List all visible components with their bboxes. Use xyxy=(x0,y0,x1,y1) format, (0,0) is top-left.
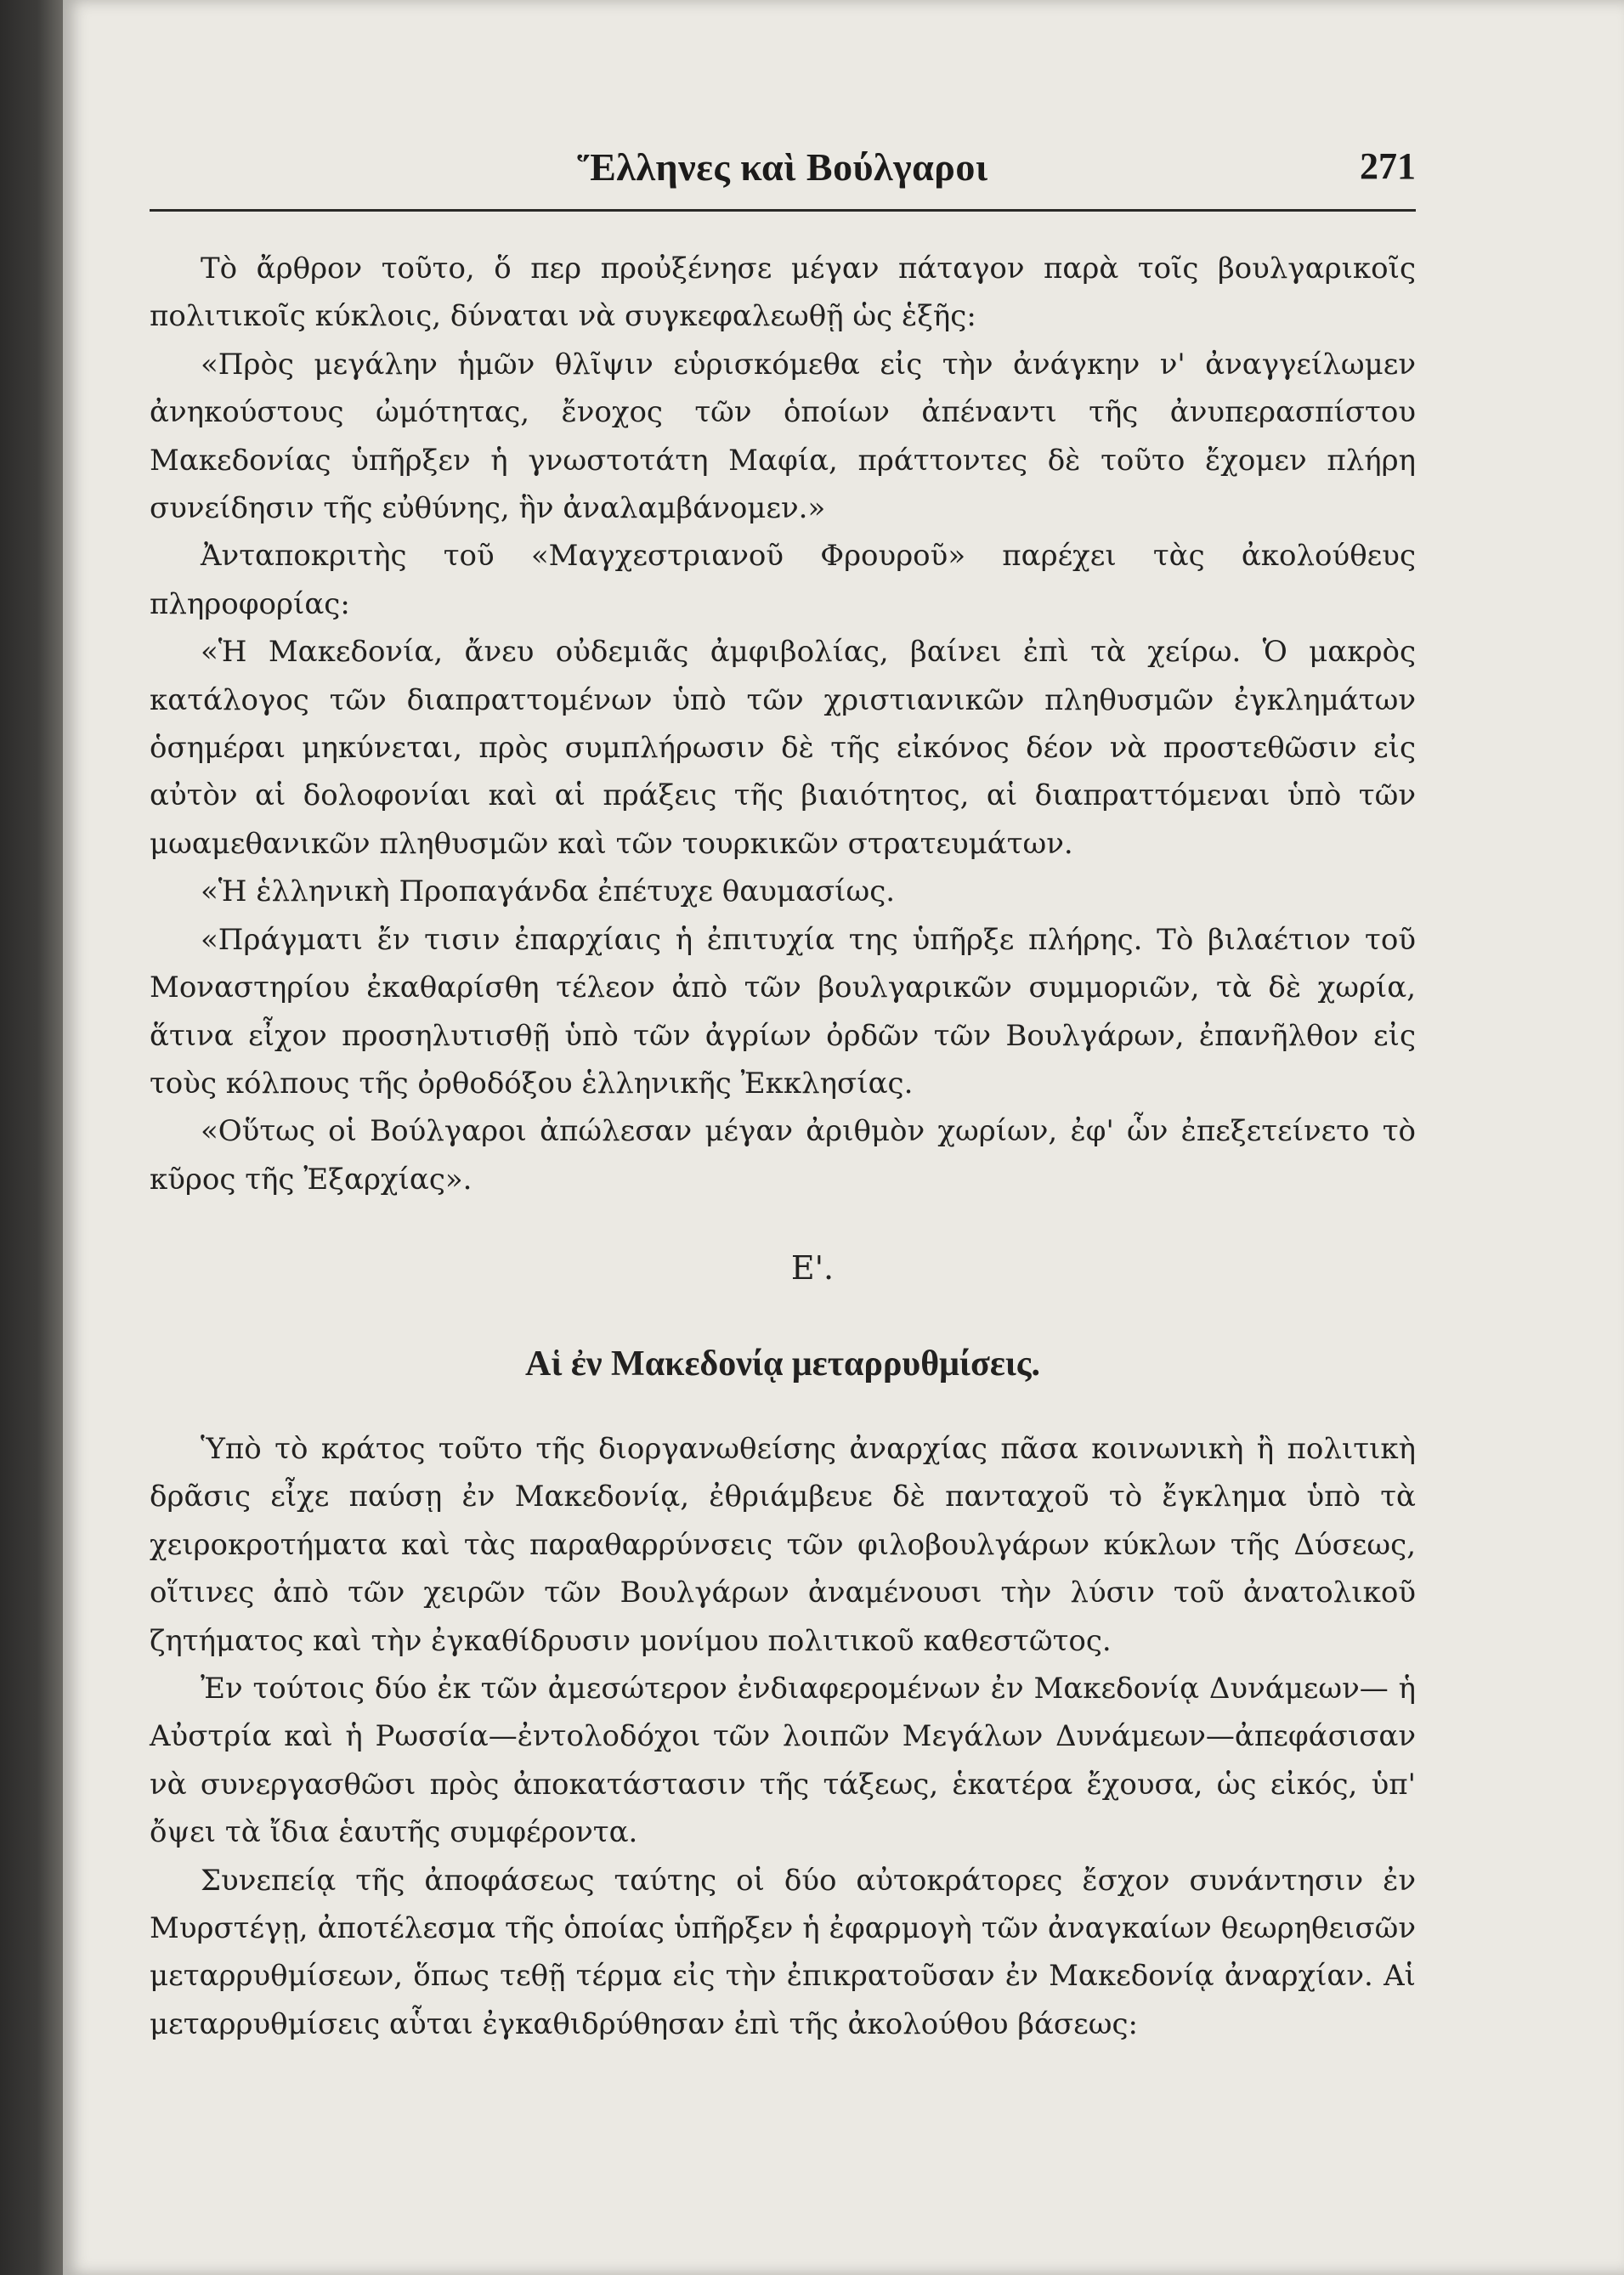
paragraph: Τὸ ἄρθρον τοῦτο, ὅ περ προὐξένησε μέγαν πάταγον παρὰ τοῖς βουλγαρικοῖς πολιτικοῖς κύκλοις, δύναται νὰ συγκεφαλεωθῇ ὡς ἑξῆς: xyxy=(150,252,1416,334)
body-text xyxy=(150,245,1416,2048)
paragraph: «Οὕτως οἱ Βούλγαροι ἀπώλεσαν μέγαν ἀριθμὸν χωρίων, ἐφ' ὧν ἐπεξετείνετο τὸ κῦρος τῆς Ἐξαρχίας». xyxy=(150,1114,1416,1197)
page-number: 271 xyxy=(1360,145,1416,187)
paragraph: Συνεπείᾳ τῆς ἀποφάσεως ταύτης οἱ δύο αὐτοκράτορες ἔσχον συνάντησιν ἐν Μυρστέγῃ, ἀποτέλεσμα τῆς ὁποίας ὑπῆρξεν ἡ ἐφαρμογὴ τῶν ἀναγκαίων θεωρηθεισῶν μεταρρυθμίσεων, ὅπως τεθῇ τέρμα εἰς τὴν ἐπικρατοῦσαν ἐν Μακεδονίᾳ ἀναρχίαν. Αἱ μεταρρυθμίσεις αὗται ἐγκαθιδρύθησαν ἐπὶ τῆς ἀκολούθου βάσεως: xyxy=(150,1863,1416,2041)
paragraph: Ἐν τούτοις δύο ἐκ τῶν ἀμεσώτερον ἐνδιαφερομένων ἐν Μακεδονίᾳ Δυνάμεων— ἡ Αὐστρία καὶ ἡ Ρωσσία—ἐντολοδόχοι τῶν λοιπῶν Μεγάλων Δυνάμεων—ἀπεφάσισαν νὰ συνεργασθῶσι πρὸς ἀποκατάστασιν τῆς τάξεως, ἑκατέρα ἔχουσα, ὡς εἰκός, ὑπ' ὄψει τὰ ἴδια ἑαυτῆς συμφέροντα. xyxy=(150,1671,1416,1850)
paragraph: «Ἡ Μακεδονία, ἄνευ οὐδεμιᾶς ἀμφιβολίας, βαίνει ἐπὶ τὰ χείρω. Ὁ μακρὸς κατάλογος τῶν διαπραττομένων ὑπὸ τῶν χριστιανικῶν πληθυσμῶν ἐγκλημάτων ὁσημέραι μηκύνεται, πρὸς συμπλήρωσιν δὲ τῆς εἰκόνος δέον νὰ προστεθῶσιν εἰς αὐτὸν αἱ δολοφονίαι καὶ αἱ πράξεις τῆς βιαιότητος, αἱ διαπραττόμεναι ὑπὸ τῶν μωαμεθανικῶν πληθυσμῶν καὶ τῶν τουρκικῶν στρατευμάτων. xyxy=(150,635,1416,861)
page-header xyxy=(150,144,1416,204)
paragraph: Ὑπὸ τὸ κράτος τοῦτο τῆς διοργανωθείσης ἀναρχίας πᾶσα κοινωνικὴ ἢ πολιτικὴ δρᾶσις εἶχε παύσῃ ἐν Μακεδονίᾳ, ἐθριάμβευε δὲ πανταχοῦ τὸ ἔγκλημα ὑπὸ τὰ χειροκροτήματα καὶ τὰς παραθαρρύνσεις τῶν φιλοβουλγάρων κύκλων τῆς Δύσεως, οἵτινες ἀπὸ τῶν χειρῶν τῶν Βουλγάρων ἀναμένουσι τὴν λύσιν τοῦ ἀνατολικοῦ ζητήματος καὶ τὴν ἐγκαθίδρυσιν μονίμου πολιτικοῦ καθεστῶτος. xyxy=(150,1431,1416,1658)
header-rule xyxy=(150,209,1416,212)
section-number: Ε'. xyxy=(790,1249,835,1287)
paragraph: «Πράγματι ἔν τισιν ἐπαρχίαις ἡ ἐπιτυχία της ὑπῆρξε πλήρης. Τὸ βιλαέτιον τοῦ Μοναστηρίου ἐκαθαρίσθη τέλεον ἀπὸ τῶν βουλγαρικῶν συμμοριῶν, τὰ δὲ χωρία, ἅτινα εἶχον προσηλυτισθῇ ὑπὸ τῶν ἀγρίων ὀρδῶν τῶν Βουλγάρων, ἐπανῆλθον εἰς τοὺς κόλπους τῆς ὀρθοδόξου ἑλληνικῆς Ἐκκλησίας. xyxy=(150,922,1416,1101)
paragraph: Ἀνταποκριτὴς τοῦ «Μαγχεστριανοῦ Φρουροῦ» παρέχει τὰς ἀκολούθευς πληροφορίας: xyxy=(150,539,1416,621)
paragraph: «Πρὸς μεγάλην ἡμῶν θλῖψιν εὑρισκόμεθα εἰς τὴν ἀνάγκην ν' ἀναγγείλωμεν ἀνηκούστους ὠμότητας, ἔνοχος τῶν ὁποίων ἀπέναντι τῆς ἀνυπερασπίστου Μακεδονίας ὑπῆρξεν ἡ γνωστοτάτη Μαφία, πράττοντες δὲ τοῦτο ἔχομεν πλήρη συνείδησιν τῆς εὐθύνης, ἣν ἀναλαμβάνομεν.» xyxy=(150,347,1416,526)
section-title: Αἱ ἐν Μακεδονίᾳ μεταρρυθμίσεις. xyxy=(524,1344,1041,1384)
paragraph: «Ἡ ἑλληνικὴ Προπαγάνδα ἐπέτυχε θαυμασίως. xyxy=(201,874,896,909)
scan-binding-edge xyxy=(0,0,63,2275)
running-title: Ἕλληνες καὶ Βούλγαροι xyxy=(577,145,988,189)
